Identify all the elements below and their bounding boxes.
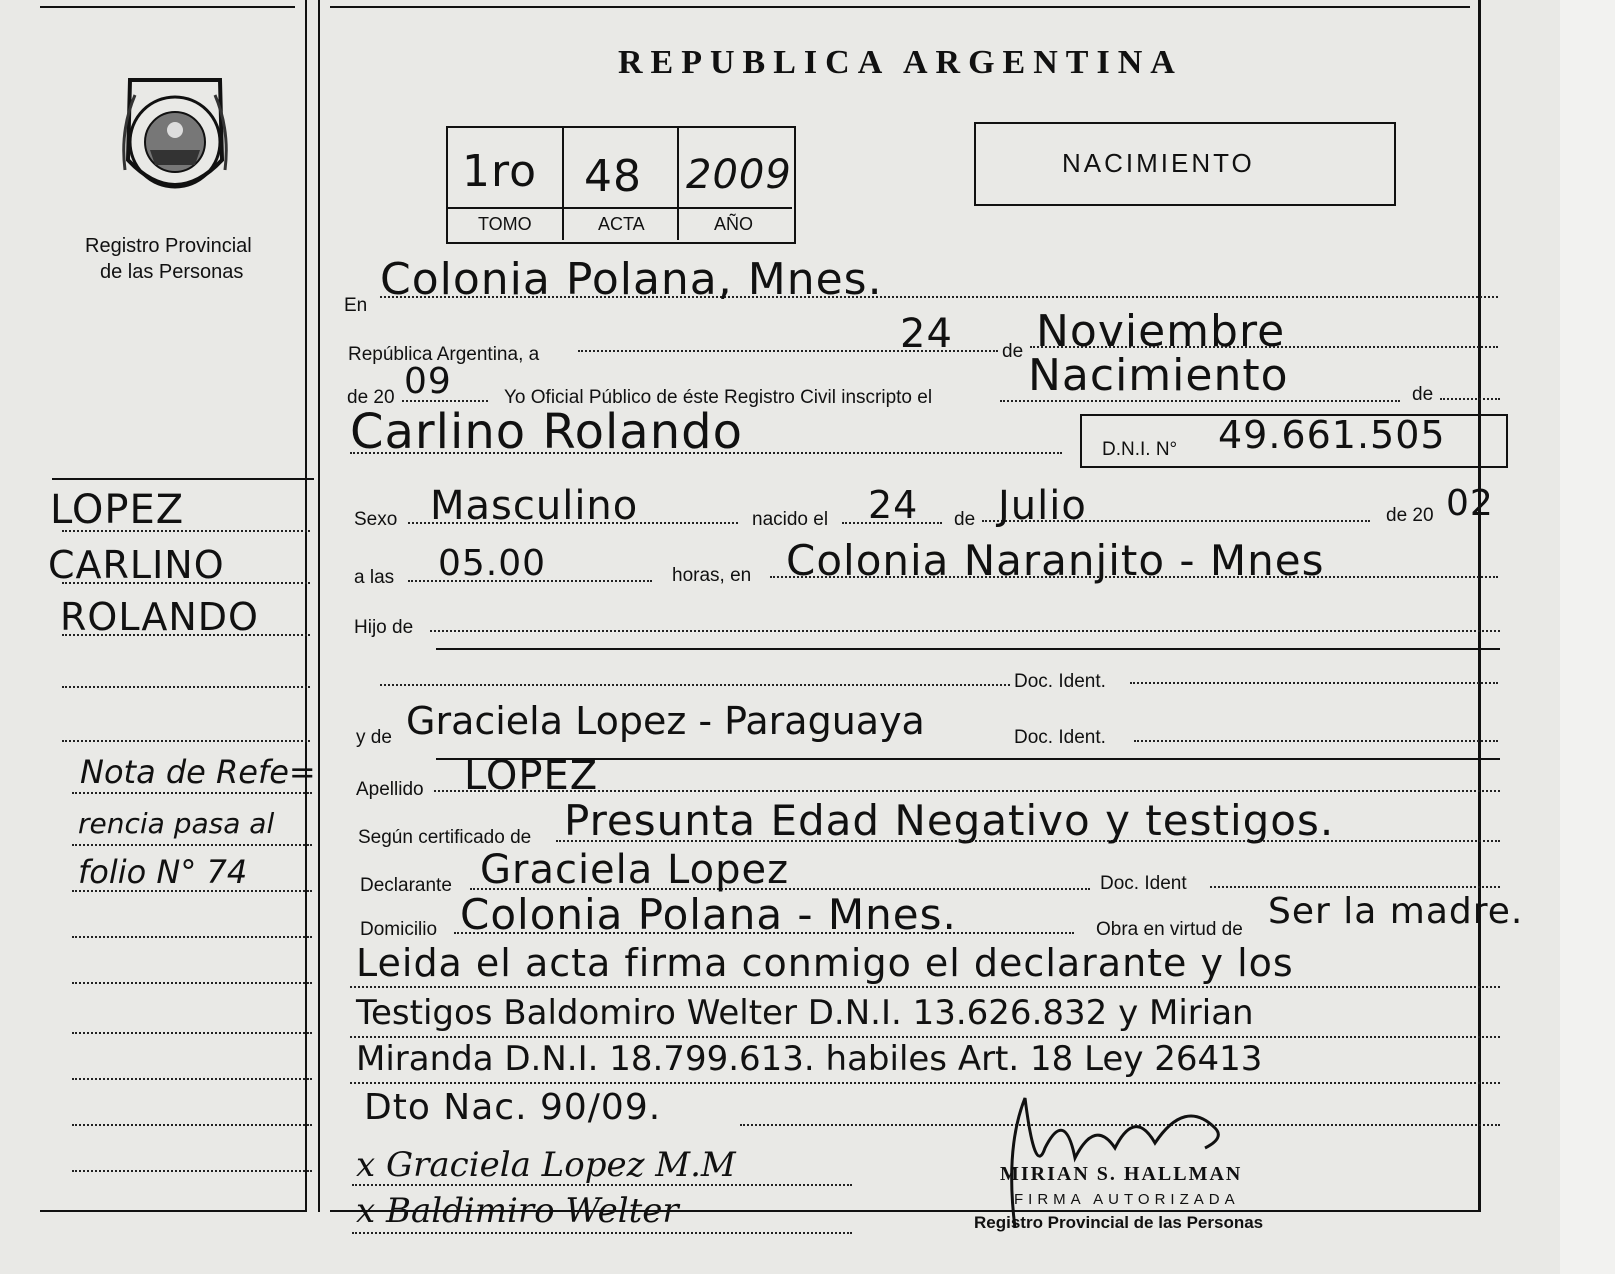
nac-lugar-value: Colonia Naranjito - Mnes — [786, 536, 1325, 585]
margin-nota2: rencia pasa al — [78, 807, 275, 840]
anio-value: 2009 — [686, 152, 792, 198]
fill-line — [62, 634, 310, 636]
certificado-value: Presunta Edad Negativo y testigos. — [564, 796, 1335, 845]
doc-type-label: NACIMIENTO — [1062, 148, 1255, 178]
hora-value: 05.00 — [438, 543, 547, 584]
de-label-2: de — [1412, 384, 1434, 405]
dni-value: 49.661.505 — [1218, 413, 1446, 457]
fill-line — [350, 1082, 1500, 1084]
stamp-role: FIRMA AUTORIZADA — [1014, 1191, 1240, 1208]
stamp-name: MIRIAN S. HALLMAN — [1000, 1163, 1243, 1185]
fill-line — [352, 1232, 852, 1234]
dni-label: D.N.I. N° — [1102, 439, 1178, 460]
fill-line — [62, 740, 310, 742]
fill-line — [352, 1184, 852, 1186]
segun-label: Según certificado de — [358, 827, 532, 848]
inscripto-value: Nacimiento — [1028, 350, 1289, 401]
fill-line — [380, 684, 1010, 686]
madre-value: Graciela Lopez - Paraguaya — [406, 699, 925, 743]
table-divider — [446, 207, 792, 209]
fill-line — [62, 582, 310, 584]
fill-line — [72, 1124, 312, 1126]
fill-line — [1134, 740, 1498, 742]
country-title: REPUBLICA ARGENTINA — [618, 44, 1183, 81]
lugar-value: Colonia Polana, Mnes. — [380, 254, 883, 305]
fill-line — [436, 648, 1500, 650]
main-left-border — [318, 0, 320, 1212]
domicilio-label: Domicilio — [360, 919, 438, 940]
acta-text-line3: Miranda D.N.I. 18.799.613. habiles Art. 18 Ley 26413 — [356, 1039, 1263, 1079]
acta-label: ACTA — [598, 214, 645, 234]
fill-line — [72, 982, 312, 984]
yo-oficial-label: Yo Oficial Público de éste Registro Civil inscripto el — [504, 387, 933, 408]
fill-line — [62, 686, 310, 688]
acta-value: 48 — [584, 151, 642, 202]
margin-nota3: folio N° 74 — [78, 853, 248, 891]
en-label: En — [344, 295, 368, 316]
de-label-3: de — [954, 509, 976, 530]
bottom-rule-left — [40, 1210, 305, 1212]
margin-nota1: Nota de Refe= — [80, 753, 316, 791]
table-divider — [562, 126, 564, 240]
background-paper — [1560, 0, 1615, 1274]
acta-text-line2: Testigos Baldomiro Welter D.N.I. 13.626.832 y Mirian — [356, 993, 1254, 1033]
fill-line — [402, 400, 488, 402]
tomo-value: 1ro — [462, 146, 538, 197]
section-rule — [52, 478, 314, 480]
republica-label: República Argentina, a — [348, 344, 540, 365]
y-de-label: y de — [356, 727, 392, 748]
table-divider — [677, 126, 679, 240]
obra-label: Obra en virtud de — [1096, 919, 1243, 940]
nombre-value: Carlino Rolando — [350, 404, 743, 460]
anio2-value: 09 — [404, 361, 452, 402]
stamp-org: Registro Provincial de las Personas — [974, 1213, 1264, 1232]
horas-en-label: horas, en — [672, 565, 752, 586]
fill-line — [72, 890, 312, 892]
province-seal-icon — [110, 70, 240, 210]
de-20b-label: de 20 — [1386, 505, 1434, 526]
nac-mes-value: Julio — [998, 483, 1087, 529]
declarante-label: Declarante — [360, 875, 452, 896]
registry-name-line1: Registro Provincial — [85, 235, 252, 257]
sexo-value: Masculino — [430, 483, 639, 529]
fill-line — [1130, 682, 1498, 684]
apellido-value: LOPEZ — [464, 753, 599, 799]
de-20-label: de 20 — [347, 387, 395, 408]
top-rule-main — [330, 6, 1470, 8]
fill-line — [72, 844, 312, 846]
obra-value: Ser la madre. — [1268, 891, 1524, 932]
top-rule-left — [40, 6, 295, 8]
hijo-de-label: Hijo de — [354, 617, 414, 638]
signature-testigo: x Baldimiro Welter — [356, 1191, 679, 1231]
right-border — [1478, 0, 1481, 1212]
margin-nombre2: ROLANDO — [60, 595, 259, 639]
fill-line — [350, 986, 1500, 988]
fill-line — [72, 1170, 312, 1172]
doc-ident-label: Doc. Ident. — [1014, 671, 1106, 692]
acta-text-line4: Dto Nac. 90/09. — [364, 1087, 662, 1128]
declarante-value: Graciela Lopez — [480, 847, 790, 893]
doc-ident-label-2: Doc. Ident. — [1014, 727, 1106, 748]
domicilio-value: Colonia Polana - Mnes. — [460, 890, 957, 939]
nac-dia-value: 24 — [868, 483, 919, 527]
fill-line — [430, 630, 1500, 632]
acta-text-line1: Leida el acta firma conmigo el declarante y los — [356, 941, 1294, 985]
margin-apellido: LOPEZ — [50, 487, 185, 533]
nac-anio-value: 02 — [1446, 483, 1494, 524]
signature-declarante: x Graciela Lopez M.M — [356, 1145, 736, 1185]
fill-line — [72, 936, 312, 938]
mes-value: Noviembre — [1036, 306, 1286, 357]
left-margin-divider — [305, 0, 307, 1212]
nacido-el-label: nacido el — [752, 509, 829, 530]
fill-line — [72, 792, 312, 794]
fill-line — [350, 1036, 1500, 1038]
margin-nombre1: CARLINO — [48, 543, 225, 587]
doc-ident-label-3: Doc. Ident — [1100, 873, 1187, 894]
fill-line — [1210, 886, 1500, 888]
a-las-label: a las — [354, 567, 395, 588]
registry-name-line2: de las Personas — [100, 261, 244, 283]
fill-line — [72, 1032, 312, 1034]
fill-line — [1440, 398, 1500, 400]
fill-line — [350, 452, 1062, 454]
anio-label: AÑO — [714, 214, 754, 234]
sexo-label: Sexo — [354, 509, 398, 530]
tomo-label: TOMO — [478, 214, 532, 234]
fill-line — [72, 1078, 312, 1080]
fill-line — [62, 530, 310, 532]
de-label: de — [1002, 341, 1024, 362]
dia-value: 24 — [900, 311, 953, 357]
apellido-label: Apellido — [356, 779, 424, 800]
